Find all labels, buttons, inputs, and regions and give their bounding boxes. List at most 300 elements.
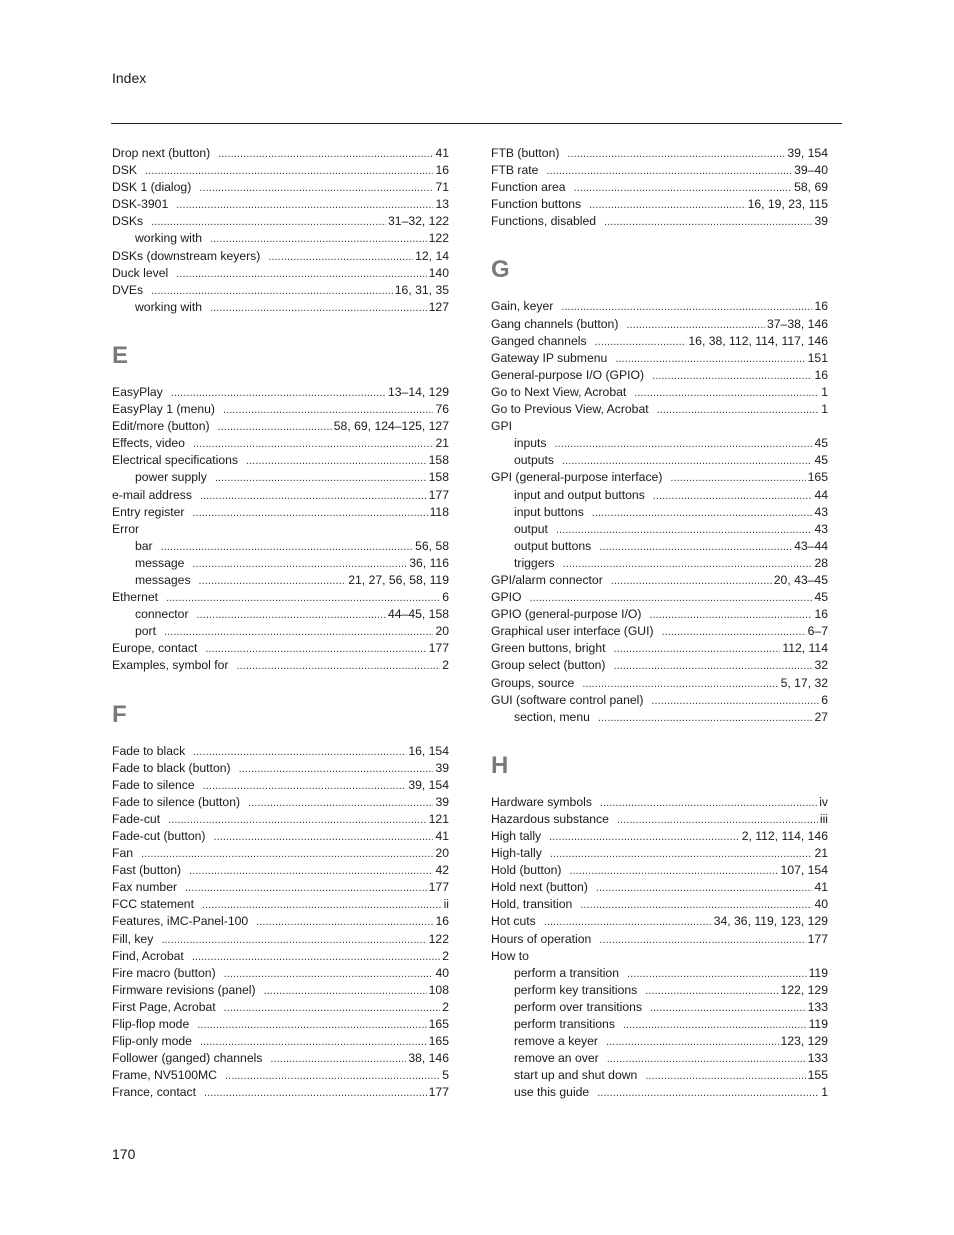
index-page-refs: 43 xyxy=(814,521,828,536)
index-term: Hold (button) xyxy=(491,863,562,878)
dot-leader xyxy=(218,146,433,163)
dot-leader xyxy=(203,778,407,795)
index-term: DSK xyxy=(112,163,138,178)
dot-leader xyxy=(176,197,433,214)
index-term: Hold next (button) xyxy=(491,880,588,895)
index-entry xyxy=(112,282,449,299)
index-page-refs: 16, 38, 112, 114, 117, 146 xyxy=(688,333,828,348)
index-entry xyxy=(491,794,828,811)
index-term: First Page, Acrobat xyxy=(112,999,216,1014)
dot-leader xyxy=(615,351,805,368)
dot-leader xyxy=(264,983,427,1000)
dot-leader xyxy=(582,676,778,693)
index-term: Functions, disabled xyxy=(491,214,597,229)
index-term: Find, Acrobat xyxy=(112,948,184,963)
running-header: Index xyxy=(112,70,147,86)
index-page-refs: 21, 27, 56, 58, 119 xyxy=(348,572,449,587)
index-term: FTB rate xyxy=(491,163,539,178)
index-entry xyxy=(112,999,449,1016)
index-page-refs: 2 xyxy=(442,658,449,673)
index-term: Function area xyxy=(491,180,566,195)
dot-leader xyxy=(210,231,427,248)
dot-leader xyxy=(556,522,813,539)
index-term: Fade to silence (button) xyxy=(112,794,241,809)
index-subentry xyxy=(491,555,828,572)
dot-leader xyxy=(649,607,812,624)
index-term: perform over transitions xyxy=(514,999,643,1014)
index-term: inputs xyxy=(514,436,547,451)
index-entry xyxy=(112,811,449,828)
index-page-refs: 16 xyxy=(814,367,828,382)
index-entry xyxy=(491,948,828,965)
index-entry xyxy=(112,743,449,760)
dot-leader xyxy=(549,829,740,846)
index-entry xyxy=(112,179,449,196)
index-term: Ethernet xyxy=(112,590,159,605)
index-term: start up and shut down xyxy=(514,1068,638,1083)
index-term: Fade-cut (button) xyxy=(112,829,206,843)
dot-leader xyxy=(246,453,427,470)
dot-leader xyxy=(657,402,820,419)
dot-leader xyxy=(600,795,817,812)
section-spacer xyxy=(112,370,449,384)
index-page-refs: 119 xyxy=(808,1017,828,1032)
index-term: Error xyxy=(112,521,140,536)
index-subentry xyxy=(112,230,449,247)
index-page-refs: 13–14, 129 xyxy=(388,384,449,399)
index-page-refs: 71 xyxy=(435,180,449,195)
dot-leader xyxy=(626,317,765,334)
dot-leader xyxy=(204,1085,427,1102)
index-entry xyxy=(491,316,828,333)
index-entry xyxy=(491,640,828,657)
dot-leader xyxy=(563,556,813,573)
header-rule xyxy=(111,123,842,124)
index-page-refs: 2 xyxy=(442,999,449,1014)
dot-leader xyxy=(555,436,813,453)
dot-leader xyxy=(199,180,433,197)
dot-leader xyxy=(166,590,440,607)
index-term: Europe, contact xyxy=(112,641,198,656)
index-term: DSK-3901 xyxy=(112,197,169,212)
index-page-refs: 28 xyxy=(814,555,828,570)
dot-leader xyxy=(598,710,813,727)
index-term: Fast (button) xyxy=(112,863,182,878)
dot-leader xyxy=(237,658,441,675)
index-entry xyxy=(491,913,828,930)
dot-leader xyxy=(627,966,807,983)
index-entry xyxy=(112,862,449,879)
index-page-refs: 122, 129 xyxy=(780,982,828,997)
dot-leader xyxy=(617,812,818,829)
dot-leader xyxy=(200,1034,427,1051)
index-page-refs: 177 xyxy=(428,1085,449,1100)
index-term: DSK 1 (dialog) xyxy=(112,180,192,195)
index-subentry xyxy=(491,487,828,504)
dot-leader xyxy=(224,966,434,983)
dot-leader xyxy=(604,214,812,231)
index-term: input buttons xyxy=(514,504,584,519)
index-page-refs: 40 xyxy=(814,897,828,912)
index-term: use this guide xyxy=(514,1085,590,1100)
index-term: GPI (general-purpose interface) xyxy=(491,470,663,485)
index-term: Edit/more (button) xyxy=(112,419,210,434)
index-page-refs: 16 xyxy=(814,607,828,622)
index-entry xyxy=(491,896,828,913)
index-term: remove a keyer xyxy=(514,1034,598,1049)
index-entry xyxy=(491,675,828,692)
index-page-refs: iv xyxy=(819,794,828,809)
index-subentry xyxy=(112,555,449,572)
index-term: perform transitions xyxy=(514,1017,615,1032)
index-page-refs: 45 xyxy=(814,436,828,451)
index-term: Fax number xyxy=(112,880,178,895)
index-page-refs: 45 xyxy=(814,453,828,468)
section-spacer xyxy=(491,726,828,752)
index-page-refs: 1 xyxy=(821,402,828,417)
index-entry xyxy=(112,1084,449,1101)
index-term: port xyxy=(135,624,157,639)
index-term: GUI (software control panel) xyxy=(491,692,644,707)
index-page-refs: 12, 14 xyxy=(415,248,449,263)
index-subentry xyxy=(491,965,828,982)
index-page-refs: 5, 17, 32 xyxy=(780,675,828,690)
dot-leader xyxy=(197,607,386,624)
index-subentry xyxy=(112,572,449,589)
page-number: 170 xyxy=(112,1146,136,1162)
index-page-refs: 107, 154 xyxy=(780,863,828,878)
dot-leader xyxy=(645,1068,805,1085)
dot-leader xyxy=(193,744,406,761)
index-term: Frame, NV5100MC xyxy=(112,1068,217,1083)
dot-leader xyxy=(550,846,813,863)
index-entry xyxy=(112,384,449,401)
index-term: bar xyxy=(135,538,153,553)
dot-leader xyxy=(200,488,427,505)
dot-leader xyxy=(176,266,426,283)
index-term: High tally xyxy=(491,829,542,843)
index-page-refs: 118 xyxy=(429,504,449,519)
index-subentry xyxy=(491,999,828,1016)
index-page-refs: 39–40 xyxy=(794,163,828,178)
index-entry xyxy=(491,879,828,896)
dot-leader xyxy=(268,249,413,266)
index-term: Function buttons xyxy=(491,197,582,212)
dot-leader xyxy=(569,863,778,880)
index-entry xyxy=(112,1050,449,1067)
index-subentry xyxy=(491,1016,828,1033)
index-entry xyxy=(112,401,449,418)
index-entry xyxy=(491,401,828,418)
index-page-refs: 16, 31, 35 xyxy=(394,282,449,297)
index-term: output xyxy=(514,521,548,536)
index-page-refs: 121 xyxy=(428,811,449,826)
index-term: Groups, source xyxy=(491,675,575,690)
index-entry xyxy=(491,418,828,435)
index-entry xyxy=(491,606,828,623)
index-page-refs: 133 xyxy=(807,1051,828,1066)
index-page-refs: 177 xyxy=(428,641,449,656)
dot-leader xyxy=(546,163,792,180)
dot-leader xyxy=(652,368,812,385)
index-entry xyxy=(112,640,449,657)
dot-leader xyxy=(561,299,812,316)
index-term: perform key transitions xyxy=(514,982,638,997)
index-page-refs: 56, 58 xyxy=(415,538,449,553)
index-term: Examples, symbol for xyxy=(112,658,229,673)
dot-leader xyxy=(185,880,427,897)
dot-leader xyxy=(168,812,427,829)
dot-leader xyxy=(224,1000,441,1017)
index-page-refs: 108 xyxy=(428,982,449,997)
index-term: Fan xyxy=(112,846,134,861)
index-subentry xyxy=(491,982,828,999)
index-term: input and output buttons xyxy=(514,487,645,502)
index-term: Fade to black (button) xyxy=(112,760,231,775)
index-page-refs: 133 xyxy=(807,999,828,1014)
index-term: messages xyxy=(135,572,191,587)
index-entry xyxy=(112,418,449,435)
index-entry xyxy=(112,896,449,913)
index-page-refs: 39, 154 xyxy=(787,146,828,160)
index-page-refs: 21 xyxy=(435,436,449,451)
section-letter-heading: E xyxy=(112,341,129,369)
index-term: Hazardous substance xyxy=(491,811,609,826)
index-term: Go to Previous View, Acrobat xyxy=(491,402,649,417)
index-entry xyxy=(112,1016,449,1033)
index-term: General-purpose I/O (GPIO) xyxy=(491,367,645,382)
index-entry xyxy=(112,504,449,521)
index-term: GPIO (general-purpose I/O) xyxy=(491,607,642,622)
section-spacer xyxy=(491,780,828,794)
index-page-refs: 41 xyxy=(435,146,449,160)
index-term: GPI xyxy=(491,419,512,434)
index-entry xyxy=(491,350,828,367)
index-entry xyxy=(112,828,449,845)
dot-leader xyxy=(597,1085,819,1102)
index-term: How to xyxy=(491,948,529,963)
index-term: FCC statement xyxy=(112,897,194,912)
index-page-refs: 39 xyxy=(435,794,449,809)
index-term: output buttons xyxy=(514,538,592,553)
dot-leader xyxy=(256,914,433,931)
index-entry xyxy=(112,879,449,896)
section-spacer xyxy=(112,316,449,342)
dot-leader xyxy=(171,385,386,402)
index-subentry xyxy=(491,452,828,469)
index-entry xyxy=(112,145,449,162)
index-term: Fill, key xyxy=(112,931,154,946)
index-page-refs: 20 xyxy=(435,846,449,861)
index-term: Firmware revisions (panel) xyxy=(112,982,256,997)
dot-leader xyxy=(161,932,426,949)
dot-leader xyxy=(650,1000,806,1017)
index-page-refs: 112, 114 xyxy=(782,641,828,656)
index-entry xyxy=(112,452,449,469)
section-letter-heading: H xyxy=(491,751,509,779)
index-term: Flip-flop mode xyxy=(112,1017,190,1032)
index-term: DVEs xyxy=(112,282,144,297)
dot-leader xyxy=(606,1034,779,1051)
section-letter-heading: F xyxy=(112,700,127,728)
index-subentry xyxy=(491,504,828,521)
dot-leader xyxy=(192,556,407,573)
dot-leader xyxy=(210,300,427,317)
index-page-refs: 45 xyxy=(814,590,828,605)
index-page-refs: iii xyxy=(819,811,828,826)
dot-leader xyxy=(653,488,813,505)
dot-leader xyxy=(595,334,687,351)
dot-leader xyxy=(145,163,433,180)
dot-leader xyxy=(189,863,433,880)
index-page-refs: 44 xyxy=(814,487,828,502)
index-page-refs: 151 xyxy=(807,350,828,365)
index-term: Gateway IP submenu xyxy=(491,350,608,365)
index-term: Gang channels (button) xyxy=(491,316,619,331)
index-term: Group select (button) xyxy=(491,658,606,673)
index-entry xyxy=(112,521,449,538)
index-page-refs: 58, 69, 124–125, 127 xyxy=(333,419,449,434)
index-page-refs: 13 xyxy=(435,197,449,212)
index-entry xyxy=(491,692,828,709)
index-entry xyxy=(112,913,449,930)
dot-leader xyxy=(562,453,812,470)
dot-leader xyxy=(141,846,433,863)
index-entry xyxy=(491,623,828,640)
index-page-refs: 1 xyxy=(821,384,828,399)
index-term: Green buttons, bright xyxy=(491,641,606,656)
index-entry xyxy=(491,811,828,828)
index-page-refs: 140 xyxy=(428,265,449,280)
index-term: Features, iMC-Panel-100 xyxy=(112,914,249,929)
index-term: Hours of operation xyxy=(491,931,592,946)
dot-leader xyxy=(161,539,413,556)
index-entry xyxy=(112,487,449,504)
section-spacer xyxy=(112,675,449,701)
index-entry xyxy=(112,982,449,999)
index-entry xyxy=(491,145,828,162)
index-page-refs: 21 xyxy=(814,846,828,861)
index-subentry xyxy=(112,623,449,640)
index-term: Duck level xyxy=(112,265,169,280)
index-term: EasyPlay 1 (menu) xyxy=(112,402,215,417)
section-spacer xyxy=(491,230,828,256)
index-page-refs: 42 xyxy=(435,863,449,878)
index-page-refs: 31–32, 122 xyxy=(388,214,449,229)
index-term: Effects, video xyxy=(112,436,185,451)
index-term: power supply xyxy=(135,470,207,485)
index-page-refs: 2, 112, 114, 146 xyxy=(741,829,828,843)
index-term: Fade to silence xyxy=(112,777,195,792)
index-page-refs: 177 xyxy=(807,931,828,946)
index-entry xyxy=(112,965,449,982)
index-entry xyxy=(112,265,449,282)
index-entry xyxy=(491,931,828,948)
index-entry xyxy=(112,931,449,948)
index-term: perform a transition xyxy=(514,965,619,980)
index-term: Ganged channels xyxy=(491,333,587,348)
index-entry xyxy=(112,1033,449,1050)
dot-leader xyxy=(197,1017,426,1034)
index-term: remove an over xyxy=(514,1051,599,1066)
index-subentry xyxy=(491,1084,828,1101)
index-term: Go to Next View, Acrobat xyxy=(491,384,627,399)
index-entry xyxy=(112,1067,449,1084)
index-subentry xyxy=(491,709,828,726)
index-entry xyxy=(491,862,828,879)
index-entry xyxy=(491,845,828,862)
index-subentry xyxy=(491,1067,828,1084)
dot-leader xyxy=(599,932,805,949)
index-subentry xyxy=(491,521,828,538)
index-page-refs: 158 xyxy=(428,453,449,468)
index-term: outputs xyxy=(514,453,554,468)
index-term: working with xyxy=(135,231,203,246)
index-page-refs: 32 xyxy=(814,658,828,673)
dot-leader xyxy=(215,470,427,487)
dot-leader xyxy=(223,402,433,419)
dot-leader xyxy=(151,214,386,231)
index-entry xyxy=(491,298,828,315)
index-column-right xyxy=(491,145,828,1102)
index-page-refs: 177 xyxy=(428,487,449,502)
index-entry xyxy=(491,469,828,486)
index-page-refs: 39 xyxy=(435,760,449,775)
index-term: FTB (button) xyxy=(491,146,560,160)
index-term: Electrical specifications xyxy=(112,453,238,468)
index-page-refs: 41 xyxy=(435,829,449,843)
dot-leader xyxy=(213,829,433,846)
index-entry xyxy=(112,657,449,674)
index-page-refs: 158 xyxy=(428,470,449,485)
section-spacer xyxy=(491,284,828,298)
index-term: France, contact xyxy=(112,1085,196,1100)
index-subentry xyxy=(491,538,828,555)
index-term: Hold, transition xyxy=(491,897,573,912)
index-entry xyxy=(491,367,828,384)
index-page-refs: 20 xyxy=(435,624,449,639)
index-term: DSKs xyxy=(112,214,144,229)
dot-leader xyxy=(645,983,778,1000)
index-page-refs: 2 xyxy=(442,948,449,963)
index-page-refs: 43 xyxy=(814,504,828,519)
dot-leader xyxy=(529,590,812,607)
index-entry xyxy=(112,435,449,452)
dot-leader xyxy=(634,385,819,402)
dot-leader xyxy=(192,949,440,966)
dot-leader xyxy=(202,897,442,914)
index-term: triggers xyxy=(514,555,555,570)
index-entry xyxy=(491,179,828,196)
index-term: section, menu xyxy=(514,709,590,724)
index-term: Hot cuts xyxy=(491,914,536,929)
index-page-refs: 27 xyxy=(814,709,828,724)
dot-leader xyxy=(599,539,792,556)
index-page-refs: 76 xyxy=(435,402,449,417)
index-entry xyxy=(491,162,828,179)
index-entry xyxy=(491,589,828,606)
index-page-refs: ii xyxy=(443,897,449,912)
dot-leader xyxy=(567,146,785,163)
index-page-refs: 122 xyxy=(428,931,449,946)
index-subentry xyxy=(112,469,449,486)
index-page-refs: 5 xyxy=(442,1068,449,1083)
index-term: Fire macro (button) xyxy=(112,965,216,980)
dot-leader xyxy=(623,1017,807,1034)
index-page-refs: 123, 129 xyxy=(780,1034,828,1049)
index-page-refs: 6 xyxy=(821,692,828,707)
index-term: Drop next (button) xyxy=(112,146,211,160)
